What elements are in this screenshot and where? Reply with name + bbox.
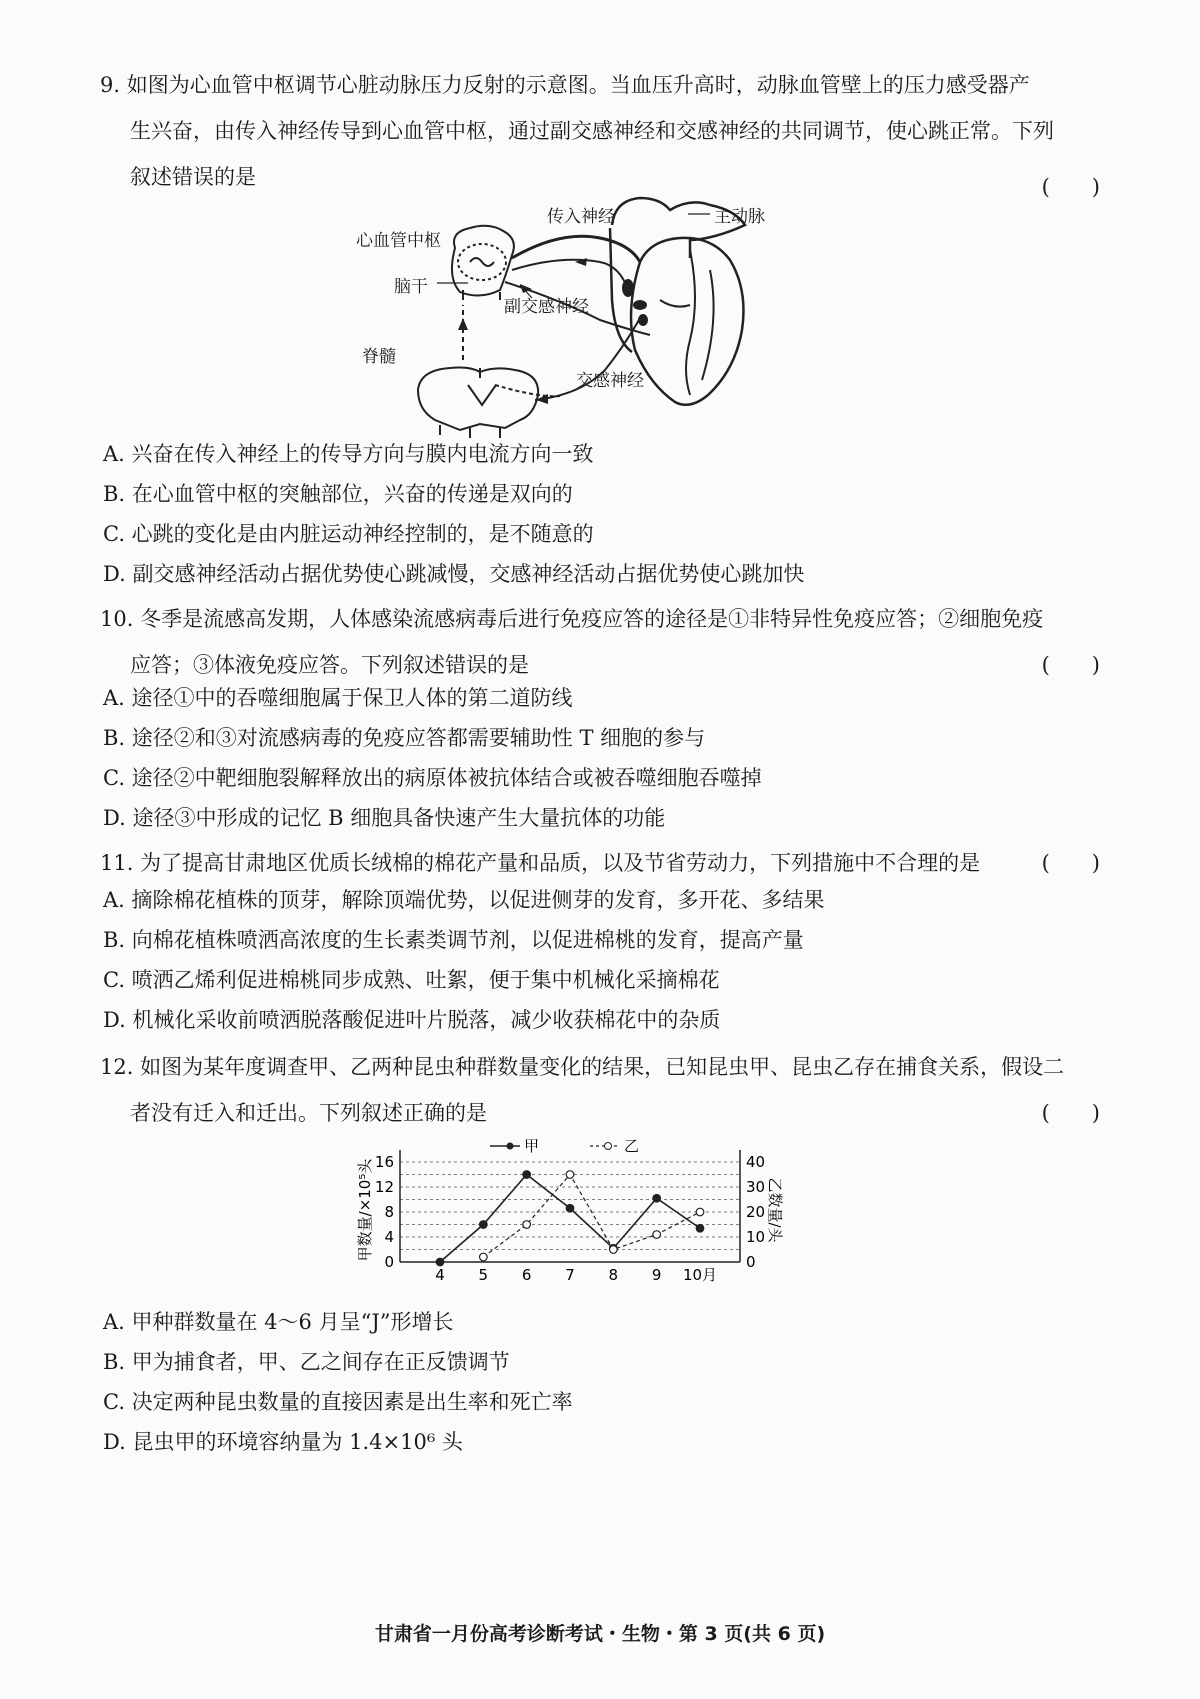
series-line-jia — [440, 1175, 700, 1263]
page-footer: 甘肃省一月份高考诊断考试・生物・第 3 页(共 6 页) — [374, 1623, 826, 1645]
data-point-jia — [523, 1171, 531, 1179]
q9-option-a: A. 兴奋在传入神经上的传导方向与膜内电流方向一致 — [103, 442, 594, 466]
data-point-jia — [566, 1204, 574, 1212]
data-point-yi — [566, 1171, 574, 1179]
answer-paren: ( ) — [1041, 653, 1100, 677]
q10-option-a: A. 途径①中的吞噬细胞属于保卫人体的第二道防线 — [103, 686, 573, 710]
q12-option-d: D. 昆虫甲的环境容纳量为 1.4×10⁶ 头 — [103, 1430, 463, 1454]
data-point-yi — [523, 1221, 531, 1229]
data-point-yi — [653, 1231, 661, 1239]
q11-option-c: C. 喷洒乙烯利促进棉桃同步成熟、吐絮，便于集中机械化采摘棉花 — [103, 968, 720, 992]
question-12 — [100, 1044, 1120, 1136]
q11-option-a: A. 摘除棉花植株的顶芽，解除顶端优势，以促进侧芽的发育，多开花、多结果 — [103, 888, 825, 912]
q12-option-b: B. 甲为捕食者，甲、乙之间存在正反馈调节 — [103, 1350, 510, 1374]
label-sympathetic: 交感神经 — [576, 371, 644, 391]
y-tick-right: 30 — [746, 1178, 766, 1196]
q11-stem-line1: 11. 为了提高甘肃地区优质长绒棉的棉花产量和品质，以及节省劳动力，下列措施中不合理的是 ( ) — [100, 840, 1120, 886]
ylabel-right: 乙数量/头 — [766, 1177, 784, 1243]
legend-yi: 乙 — [624, 1137, 640, 1155]
answer-paren: ( ) — [1041, 851, 1100, 875]
data-point-jia — [436, 1258, 444, 1266]
q10-option-d: D. 途径③中形成的记忆 B 细胞具备快速产生大量抗体的功能 — [103, 806, 666, 830]
label-afferent: 传入神经 — [547, 207, 615, 227]
y-tick-right: 40 — [746, 1153, 766, 1171]
q12-stem-line2: 者没有迁入和迁出。下列叙述正确的是 ( ) — [100, 1090, 1120, 1136]
q11-option-b: B. 向棉花植株喷洒高浓度的生长素类调节剂，以促进棉桃的发育，提高产量 — [103, 928, 804, 952]
y-tick-left: 16 — [374, 1153, 394, 1171]
label-spinal: 脊髓 — [362, 347, 396, 367]
label-brainstem: 脑干 — [394, 277, 428, 297]
y-tick-right: 0 — [746, 1253, 756, 1271]
data-point-jia — [653, 1194, 661, 1202]
q10-stem-line1: 10. 冬季是流感高发期，人体感染流感病毒后进行免疫应答的途径是①非特异性免疫应答；②细胞免疫 — [100, 607, 1044, 631]
x-tick: 9 — [651, 1266, 662, 1284]
q12-option-c: C. 决定两种昆虫数量的直接因素是出生率和死亡率 — [103, 1390, 573, 1414]
data-point-yi — [480, 1253, 488, 1261]
answer-paren: ( ) — [1041, 175, 1100, 199]
data-point-jia — [480, 1221, 488, 1229]
x-tick: 5 — [478, 1266, 489, 1284]
population-chart — [340, 1130, 800, 1290]
y-tick-right: 20 — [746, 1203, 766, 1221]
q9-stem-line3: 叙述错误的是 ( ) — [100, 154, 1120, 200]
y-tick-left: 8 — [384, 1203, 394, 1221]
label-parasympathetic: 副交感神经 — [504, 297, 589, 317]
q9-stem-line1: 9. 如图为心血管中枢调节心脏动脉压力反射的示意图。当血压升高时，动脉血管壁上的压力感受器产 — [100, 73, 1030, 97]
q12-option-a: A. 甲种群数量在 4～6 月呈“J”形增长 — [103, 1310, 454, 1334]
ylabel-left: 甲数量/×10⁵头 — [356, 1158, 374, 1262]
question-10 — [100, 596, 1120, 688]
q10-option-c: C. 途径②中靶细胞裂解释放出的病原体被抗体结合或被吞噬细胞吞噬掉 — [103, 766, 762, 790]
question-11 — [100, 840, 1120, 886]
y-tick-left: 12 — [374, 1178, 394, 1196]
legend-jia: 甲 — [524, 1137, 540, 1155]
q12-stem-line1: 12. 如图为某年度调查甲、乙两种昆虫种群数量变化的结果，已知昆虫甲、昆虫乙存在捕食关系，假设二 — [100, 1055, 1065, 1079]
answer-paren: ( ) — [1041, 1101, 1100, 1125]
q10-option-b: B. 途径②和③对流感病毒的免疫应答都需要辅助性 T 细胞的参与 — [103, 726, 706, 750]
q9-option-b: B. 在心血管中枢的突触部位，兴奋的传递是双向的 — [103, 482, 573, 506]
q9-option-c: C. 心跳的变化是由内脏运动神经控制的，是不随意的 — [103, 522, 594, 546]
x-tick: 6 — [521, 1266, 532, 1284]
label-aorta: 主动脉 — [714, 207, 765, 227]
q11-option-d: D. 机械化采收前喷洒脱落酸促进叶片脱落，减少收获棉花中的杂质 — [103, 1008, 721, 1032]
q9-stem-line2: 生兴奋，由传入神经传导到心血管中枢，通过副交感神经和交感神经的共同调节，使心跳正常。下列 — [130, 119, 1054, 143]
data-point-jia — [696, 1224, 704, 1232]
x-tick: 4 — [435, 1266, 445, 1284]
x-tick: 10月 — [682, 1266, 718, 1284]
y-tick-right: 10 — [746, 1228, 766, 1246]
y-tick-left: 0 — [384, 1253, 394, 1271]
x-tick: 7 — [565, 1266, 575, 1284]
data-point-yi — [696, 1208, 704, 1216]
y-tick-left: 4 — [384, 1228, 394, 1246]
q9-option-d: D. 副交感神经活动占据优势使心跳减慢，交感神经活动占据优势使心跳加快 — [103, 562, 805, 586]
chart-legend — [490, 1137, 639, 1155]
q10-stem-line2: 应答；③体液免疫应答。下列叙述错误的是 ( ) — [100, 642, 1120, 688]
data-point-yi — [610, 1246, 618, 1254]
label-center: 心血管中枢 — [356, 231, 441, 251]
x-tick: 8 — [608, 1266, 619, 1284]
